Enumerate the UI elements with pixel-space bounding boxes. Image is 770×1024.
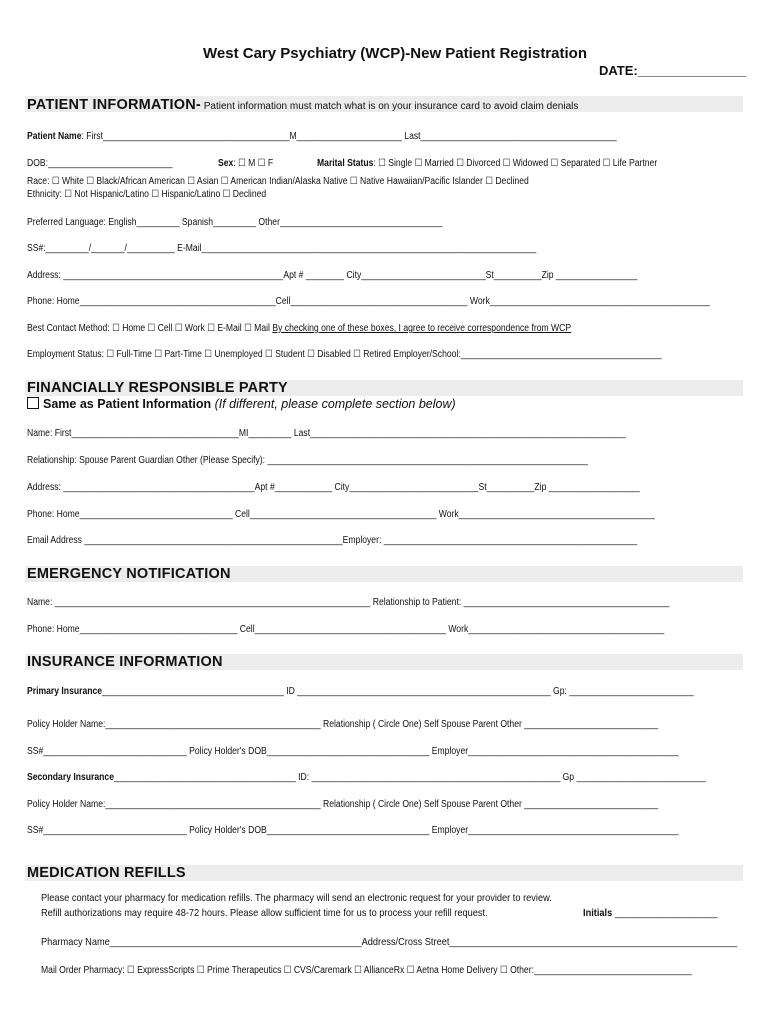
page-title: West Cary Psychiatry (WCP)-New Patient Registration [203, 45, 587, 62]
pharmacy-name-field[interactable]: Pharmacy Name_________________________________________________Address/Cross Street________________________________________________________ [41, 936, 738, 948]
responsible-address-field[interactable]: Address: ________________________________________Apt #____________ City___________________________St__________Zip ___________________ [27, 482, 640, 493]
refills-section-heading: MEDICATION REFILLS [27, 865, 186, 881]
emergency-phone-field[interactable]: Phone: Home_________________________________ Cell________________________________________ Work_________________________________________ [27, 624, 665, 635]
same-as-patient-checkbox[interactable] [27, 397, 39, 409]
financial-section-heading: FINANCIALLY RESPONSIBLE PARTY [27, 380, 288, 396]
responsible-relationship-field[interactable]: Relationship: Spouse Parent Guardian Other (Please Specify): ___________________________________________________________________ [27, 455, 588, 466]
ss-email-field[interactable]: SS#:_________/_______/__________ E-Mail______________________________________________________________________ [27, 243, 537, 254]
patient-name-field[interactable]: Patient Name: First_______________________________________M______________________ Last_________________________________________ [27, 131, 617, 142]
sex-options[interactable]: Sex: ☐ M ☐ F [218, 158, 274, 169]
patient-phone-field[interactable]: Phone: Home_________________________________________Cell_____________________________________ Work______________________________________________ [27, 296, 710, 307]
refills-instructions-line1: Please contact your pharmacy for medication refills. The pharmacy will send an electronic request for your provider to review. [41, 892, 552, 904]
primary-policy-holder-field[interactable]: Policy Holder Name:_____________________________________________ Relationship ( Circle One) Self Spouse Parent Other ____________________________ [27, 719, 659, 730]
emergency-name-field[interactable]: Name: __________________________________________________________________ Relationship to Patient: ___________________________________________ [27, 597, 670, 608]
dob-field[interactable]: DOB:__________________________ [27, 158, 173, 169]
initials-field[interactable]: Initials ____________________ [583, 907, 718, 919]
responsible-phone-field[interactable]: Phone: Home________________________________ Cell_______________________________________ Work_________________________________________ [27, 509, 655, 520]
patient-section-heading: PATIENT INFORMATION- Patient information must match what is on your insurance card to avoid claim denials [27, 97, 579, 113]
date-field[interactable]: DATE:_______________ [599, 63, 747, 78]
employment-status-options[interactable]: Employment Status: ☐ Full-Time ☐ Part-Time ☐ Unemployed ☐ Student ☐ Disabled ☐ Retired Employer/School:__________________________________________ [27, 349, 662, 360]
patient-address-field[interactable]: Address: ______________________________________________Apt # ________ City__________________________St__________Zip _________________ [27, 270, 638, 281]
marital-status-options[interactable]: Marital Status: ☐ Single ☐ Married ☐ Divorced ☐ Widowed ☐ Separated ☐ Life Partner [317, 158, 658, 169]
responsible-name-field[interactable]: Name: First___________________________________MI_________ Last__________________________________________________________________ [27, 428, 626, 439]
responsible-email-field[interactable]: Email Address ______________________________________________________Employer: _____________________________________________________ [27, 535, 638, 546]
ethnicity-options[interactable]: Ethnicity: ☐ Not Hispanic/Latino ☐ Hispanic/Latino ☐ Declined [27, 189, 267, 200]
primary-ss-field[interactable]: SS#______________________________ Policy Holder's DOB__________________________________ Employer____________________________________________ [27, 746, 679, 757]
best-contact-options[interactable]: Best Contact Method: ☐ Home ☐ Cell ☐ Work ☐ E-Mail ☐ Mail By checking one of these boxes, I agree to receive correspondence from WCP [27, 323, 572, 334]
secondary-policy-holder-field[interactable]: Policy Holder Name:_____________________________________________ Relationship ( Circle One) Self Spouse Parent Other ____________________________ [27, 799, 659, 810]
same-as-patient-option[interactable]: Same as Patient Information (If different, please complete section below) [27, 397, 456, 411]
insurance-section-heading: INSURANCE INFORMATION [27, 654, 223, 670]
primary-insurance-field[interactable]: Primary Insurance______________________________________ ID _____________________________________________________ Gp: __________________________ [27, 686, 694, 697]
refills-instructions-line2: Refill authorizations may require 48-72 hours. Please allow sufficient time for us to process your refill request. [41, 907, 488, 919]
patient-section-note: Patient information must match what is on your insurance card to avoid claim denials [200, 101, 579, 112]
emergency-section-heading: EMERGENCY NOTIFICATION [27, 566, 231, 582]
mail-order-pharmacy-options[interactable]: Mail Order Pharmacy: ☐ ExpressScripts ☐ Prime Therapeutics ☐ CVS/Caremark ☐ AllianceRx ☐ Aetna Home Delivery ☐ Other:_________________________________ [41, 965, 692, 976]
race-options[interactable]: Race: ☐ White ☐ Black/African American ☐ Asian ☐ American Indian/Alaska Native ☐ Native Hawaiian/Pacific Islander ☐ Declined [27, 176, 529, 187]
secondary-ss-field[interactable]: SS#______________________________ Policy Holder's DOB__________________________________ Employer____________________________________________ [27, 825, 679, 836]
secondary-insurance-field[interactable]: Secondary Insurance______________________________________ ID: ____________________________________________________ Gp ___________________________ [27, 772, 706, 783]
preferred-language-field[interactable]: Preferred Language: English_________ Spanish_________ Other__________________________________ [27, 217, 443, 228]
correspondence-consent: By checking one of these boxes, I agree to receive correspondence from WCP [272, 323, 572, 334]
